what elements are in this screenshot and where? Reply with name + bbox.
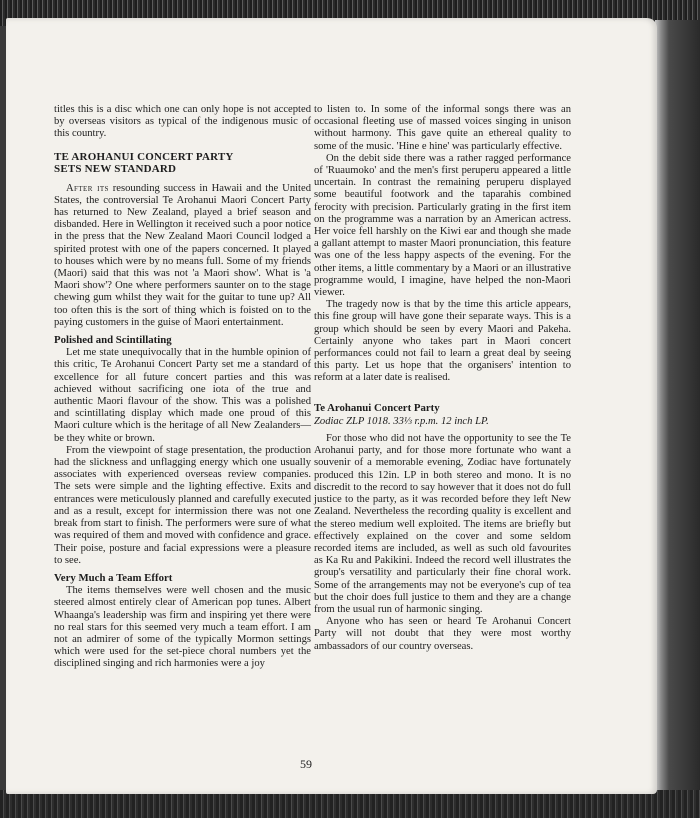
subheading-team-effort: Very Much a Team Effort: [54, 571, 173, 584]
record-details: Zodiac ZLP 1018. 33⅓ r.p.m. 12 inch LP.: [314, 415, 489, 427]
record-review-title: Te Arohanui Concert Party: [314, 401, 440, 414]
magazine-page: [6, 18, 657, 794]
subheading-polished: Polished and Scintillating: [54, 334, 172, 347]
article-heading-line1: TE AROHANUI CONCERT PARTY: [54, 150, 234, 163]
intro-paragraph: titles this is a disc which one can only hope is not accepted by overseas visitors as typical of the indigenous music of this country.: [54, 104, 311, 140]
page-number: 59: [300, 757, 312, 771]
body-paragraph: Let me state unequivocally that in the humble opinion of this critic, Te Arohanui Concert Party set me a standard of excellence for all future concert parties and this was achieved without sacrificing one iota of the true and authentic Maori flavour of the show. This was a polished and scintillating display which made one proud of this Maori culture which is the heritage of all New Zealanders—be they white or brown.: [54, 347, 311, 444]
body-paragraph: [54, 183, 311, 329]
drop-lead-smallcaps: After its: [66, 182, 109, 194]
body-paragraph: From the viewpoint of stage presentation, the production had the slickness and unflagging energy which one usually associates with experienced overseas review companies. The sets were simple and the lighting effective. Exits and entrances were meticulously planned and carefully executed and as a result, except for intermission there was not one break from start to finish. The performers were sure of what was required of them and moved with confidence and grace. Their poise, posture and facial expressions were a pleasure to see.: [54, 444, 311, 566]
body-paragraph: Anyone who has seen or heard Te Arohanui Concert Party will not doubt that they were most worthy ambassadors of our country overseas.: [314, 616, 571, 652]
body-paragraph: On the debit side there was a rather ragged performance of 'Ruaumoko' and the men's first peruperu appeared a little uncertain. In contrast the remaining peruperu displayed some beautiful footwork and the taparahis combined ferocity with precision. Particularly grating in the first item on the programme was a narration by an American actress. Her voice fell harshly on the Kiwi ear and though she made a gallant attempt to master Maori pronunciation, this feature was one of the less happy aspects of the evening. For the other items, a little commentary by a Maori or an illustrative programme would, I imagine, have helped the non-Maori viewer.: [314, 152, 571, 299]
article-heading: [54, 151, 311, 176]
body-paragraph-text: resounding success in Hawaii and the United States, the controversial Te Arohanui Maori Concert Party has returned to New Zealand, played a brief season and disbanded. Here in Wellington it received such a poor notice in the press that the New Zealand Maori Council lodged a spirited protest with one of the papers concerned. It played to houses which were by no means full. Some of my friends (Maori) said that this was not 'a Maori show'. What is 'a Maori show'? One where performers saunter on to the stage chewing gum whilst they wait for the guitar to tune up? All too often this is the sort of thing which is foisted on to the paying customers in the guise of Maori entertainment.: [54, 182, 312, 328]
body-paragraph: to listen to. In some of the informal songs there was an occasional fleeting use of massed voices singing in unison without harmony. This gave quite an ethereal quality to some of the music. 'Hine e hine' was particularly effective.: [314, 104, 571, 152]
body-paragraph: For those who did not have the opportunity to see the Te Arohanui party, and for those more fortunate who want a souvenir of a memorable evening, Zodiac have fortunately produced this 12in. LP in both stereo and mono. It is no discredit to the record to say however that it does not do full justice to the party, as it was recorded before they left New Zealand. Nevertheless the recording quality is excellent and the stereo medium well exploited. The items are briefly but effectively explained on the cover and some seldom recorded items are included, as well as such old favourites as Ka Ru and Pakikini. Indeed the record well illustrates the group's versatility and particularly their fine choral work. Some of the arrangements may not be everyone's cup of tea but the choir does full justice to them and they are a change from the usual run of harmonic singing.: [314, 433, 571, 615]
body-paragraph: The tragedy now is that by the time this article appears, this fine group will have gone their separate ways. This is a group which should be seen by every Maori and Pakeha. Certainly anyone who takes part in Maori concert performances could not fail to learn a great deal by seeing this party. Let us hope that the organisers' intention to reform at a later date is realised.: [314, 299, 571, 384]
left-column: [54, 104, 311, 671]
scan-border-bottom: [0, 790, 700, 818]
right-column: [314, 104, 571, 653]
scan-border-right: [655, 20, 700, 800]
body-paragraph: The items themselves were well chosen and the music steered almost entirely clear of American pop tunes. Albert Whaanga's leadership was firm and inspiring yet there were no real stars for this seemed very much a team effort. I am not an admirer of some of the typically Mormon settings which were used for the set-piece choral numbers yet the disciplined singing and rich harmonies were a joy: [54, 585, 311, 670]
article-heading-line2: SETS NEW STANDARD: [54, 163, 177, 176]
